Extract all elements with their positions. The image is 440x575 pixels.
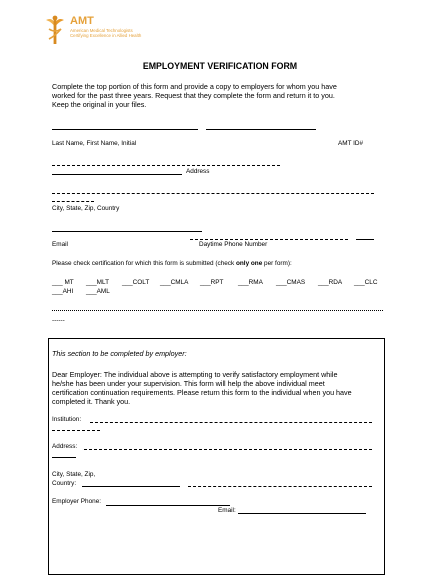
intro-line: Complete the top portion of this form and provide a copy to employers for whom you have [52,82,337,91]
intro-line: Keep the original in your files. [52,100,147,109]
email-label: Email [52,241,68,248]
cert-option-cmas[interactable]: ___CMAS [276,279,306,286]
employer-country-field-extra[interactable] [188,486,372,487]
divider-tail: ------ [52,317,65,324]
logo-tagline: Certifying Excellence in Allied Health [70,33,142,38]
intro-line: worked for the past three years. Request that they complete the form and return it to you. [52,91,335,100]
cert-prompt-emph: only one [235,260,263,267]
cert-option-colt[interactable]: ___COLT [122,279,150,286]
employer-heading: This section to be completed by employer: [52,349,187,358]
employer-email-label: Email: [218,507,236,514]
cert-prompt-after: per form): [262,260,292,267]
cert-option-rma[interactable]: ___RMA [238,279,263,286]
city-field[interactable] [52,193,374,194]
employer-city-label: City, State, Zip, [52,471,96,478]
phone-field[interactable] [190,239,348,240]
name-field[interactable] [52,129,198,130]
logo-emblem-icon [40,14,70,48]
intro-text [52,82,392,109]
logo-name: AMT [70,15,94,27]
name-label: Last Name, First Name, Initial [52,140,137,147]
institution-field-line[interactable] [52,430,100,431]
employer-paragraph-line: Dear Employer: The individual above is attempting to verify satisfactory employment while [52,370,338,379]
cert-option-rpt[interactable]: ___RPT [200,279,224,286]
address-field[interactable] [52,165,280,166]
cert-option-aml[interactable]: ___AML [86,288,110,295]
employer-phone-label: Employer Phone: [52,498,102,505]
employer-paragraph-line: certification continuation requirements. Please return this form to the individual when you have [52,388,352,397]
employer-paragraph [52,370,382,406]
phone-field-extra[interactable] [356,239,374,240]
page-title: EMPLOYMENT VERIFICATION FORM [142,61,298,71]
cert-option-mlt[interactable]: ___MLT [86,279,109,286]
employer-country-field[interactable] [82,486,180,487]
cert-prompt-before: Please check certification for which this form is submitted (check [52,260,236,267]
email-field[interactable] [52,231,202,232]
name-field-extra[interactable] [206,129,316,130]
address-label: Address [186,168,210,175]
institution-label: Institution: [52,416,82,423]
employer-address-field-line[interactable] [52,457,76,458]
divider [52,310,383,311]
logo [40,14,150,48]
cert-option-rda[interactable]: ___RDA [318,279,343,286]
phone-label: Daytime Phone Number [199,241,268,248]
institution-field[interactable] [90,422,372,423]
employer-phone-field[interactable] [106,505,230,506]
address-field-line[interactable] [52,174,182,175]
logo-org: American Medical Technologists [70,28,133,33]
employer-email-field[interactable] [238,513,366,514]
amt-id-label: AMT ID# [338,140,364,147]
cert-prompt [52,260,292,268]
city-label: City, State, Zip, Country [52,205,120,212]
cert-option-mt[interactable]: ___ MT [52,279,74,286]
employer-paragraph-line: completed it. Thank you. [52,397,131,406]
employer-paragraph-line: he/she has been under your supervision. This form will help the above individual meet [52,379,325,388]
employer-country-label: Country: [52,480,77,487]
cert-option-cmla[interactable]: ___CMLA [160,279,189,286]
cert-option-clc[interactable]: ___CLC [354,279,378,286]
city-field-line[interactable] [52,201,94,202]
cert-option-ahi[interactable]: ___AHI [52,288,74,295]
employer-address-label: Address: [52,443,78,450]
employer-address-field[interactable] [84,449,372,450]
